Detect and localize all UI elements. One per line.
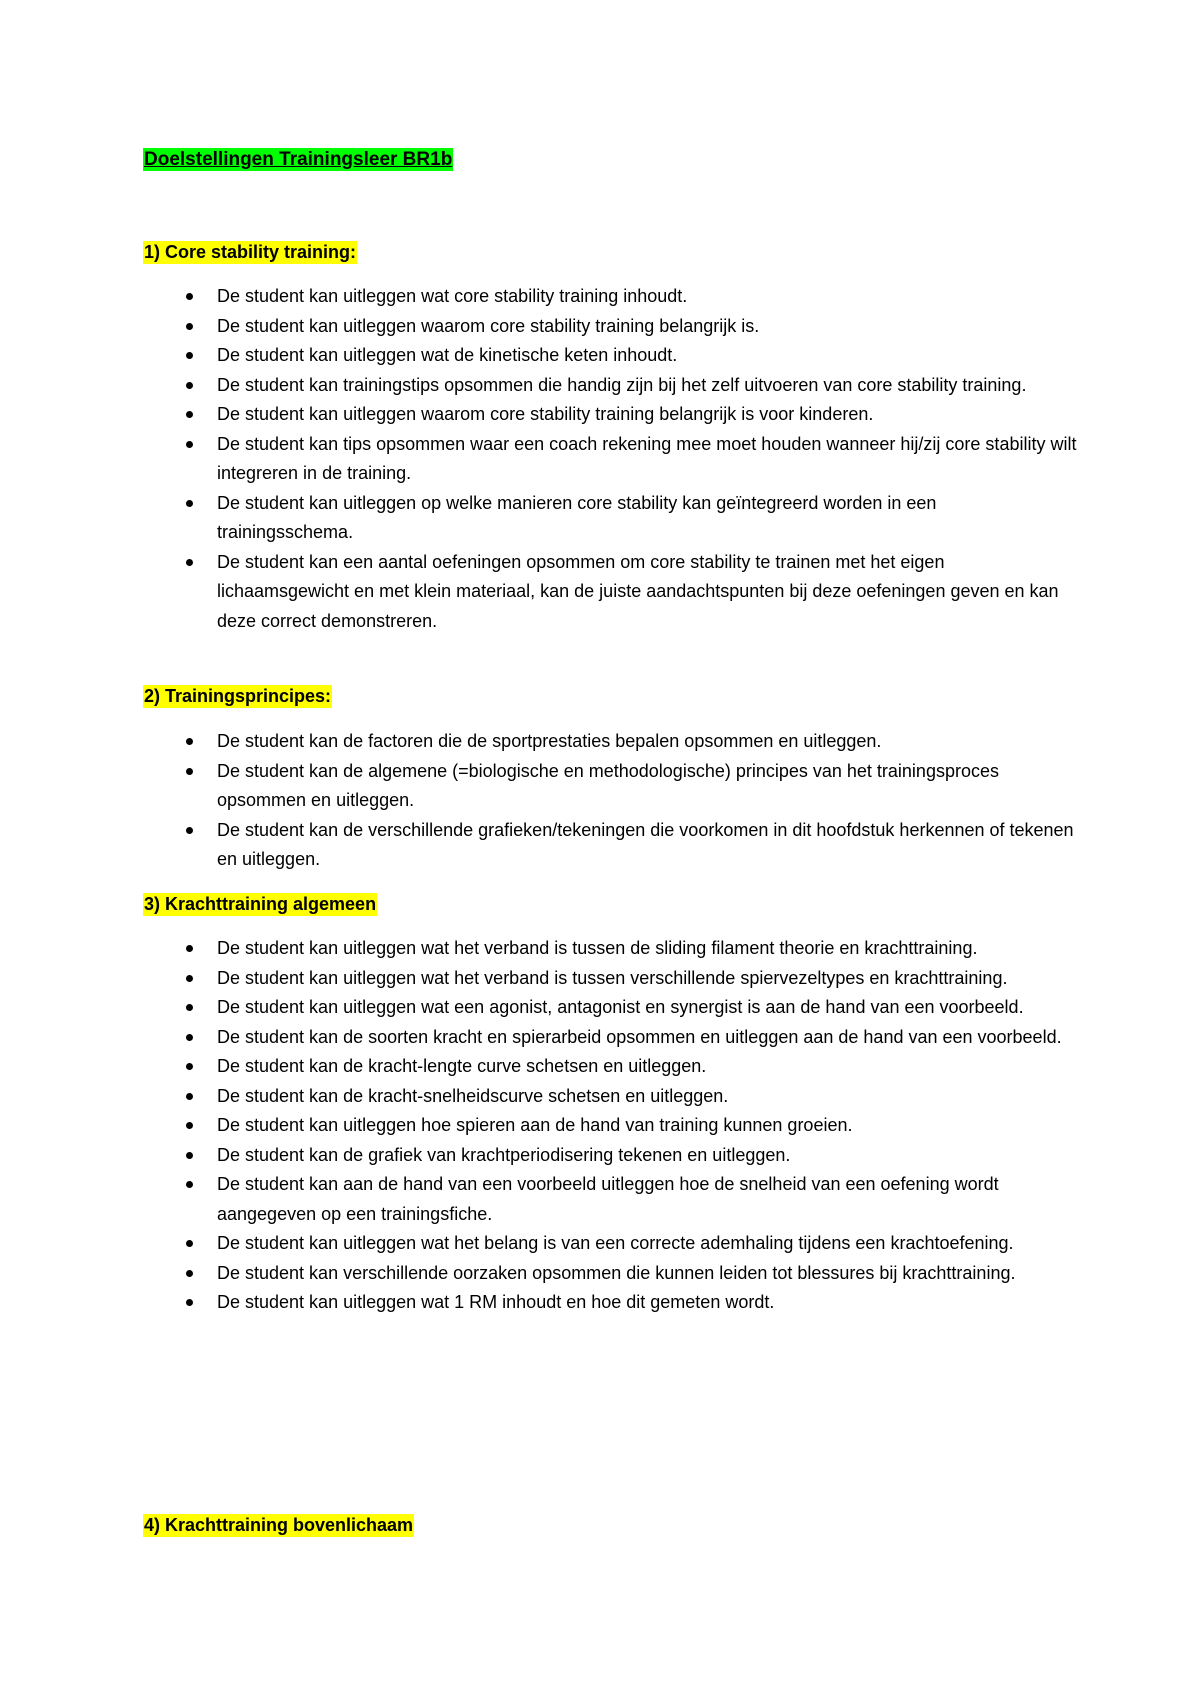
- list-item-text: De student kan uitleggen wat core stability training inhoudt.: [217, 286, 688, 306]
- list-item: [0, 1288, 1077, 1318]
- bullet-icon: [186, 1240, 193, 1247]
- list-item: [0, 1111, 1077, 1141]
- list-item: [0, 816, 1077, 875]
- list-item: [0, 993, 1077, 1023]
- list-item: [0, 1082, 1077, 1112]
- list-item-text: De student kan een aantal oefeningen opsommen om core stability te trainen met het eigen lichaamsgewicht en met klein materiaal, kan de juiste aandachtspunten bij deze oefeningen geven en kan deze correct demonstreren.: [217, 551, 1059, 631]
- list-item: [0, 548, 1077, 637]
- bullet-icon: [186, 1034, 193, 1041]
- bullet-icon: [186, 441, 193, 448]
- list-item-text: De student kan uitleggen waarom core stability training belangrijk is voor kinderen.: [217, 404, 874, 424]
- bullet-icon: [186, 1004, 193, 1011]
- list-item-text: De student kan uitleggen hoe spieren aan de hand van training kunnen groeien.: [217, 1115, 853, 1135]
- list-item: [0, 934, 1077, 964]
- list-item: [0, 371, 1077, 401]
- bullet-icon: [186, 1270, 193, 1277]
- list-item-text: De student kan trainingstips opsommen die handig zijn bij het zelf uitvoeren van core stability training.: [217, 374, 1027, 395]
- list-item-text: De student kan de verschillende grafieken/tekeningen die voorkomen in dit hoofdstuk herkennen of tekenen en uitleggen.: [217, 819, 1074, 869]
- bullet-icon: [186, 293, 193, 300]
- section-list-core-stability: [0, 282, 1077, 636]
- bullet-icon: [186, 323, 193, 330]
- bullet-icon: [186, 827, 193, 834]
- list-item: [0, 1141, 1077, 1171]
- bullet-icon: [186, 1093, 193, 1100]
- bullet-icon: [186, 768, 193, 775]
- bullet-icon: [186, 559, 193, 566]
- bullet-icon: [186, 1299, 193, 1306]
- page-title: Doelstellingen Trainingsleer BR1b: [144, 149, 453, 170]
- list-item-text: De student kan aan de hand van een voorbeeld uitleggen hoe de snelheid van een oefening wordt aangegeven op een trainingsfiche.: [217, 1174, 999, 1224]
- bullet-icon: [186, 1181, 193, 1188]
- list-item-text: De student kan de algemene (=biologische en methodologische) principes van het trainingsproces opsommen en uitleggen.: [217, 760, 999, 810]
- section-heading-trainingsprincipes: 2) Trainingsprincipes:: [144, 686, 332, 706]
- list-item: [0, 312, 1077, 342]
- list-item-text: De student kan verschillende oorzaken opsommen die kunnen leiden tot blessures bij krachttraining.: [217, 1262, 1016, 1283]
- bullet-icon: [186, 975, 193, 982]
- list-item: [0, 400, 1077, 430]
- list-item-text: De student kan uitleggen wat het verband is tussen verschillende spiervezeltypes en krachttraining.: [217, 967, 1008, 988]
- list-item-text: De student kan de kracht-lengte curve schetsen en uitleggen.: [217, 1056, 707, 1076]
- list-item: [0, 757, 1077, 816]
- bullet-icon: [186, 1063, 193, 1070]
- bullet-icon: [186, 1122, 193, 1129]
- bullet-icon: [186, 352, 193, 359]
- list-item-text: De student kan de soorten kracht en spierarbeid opsommen en uitleggen aan de hand van een voorbeeld.: [217, 1026, 1062, 1047]
- list-item-text: De student kan uitleggen wat de kinetische keten inhoudt.: [217, 345, 678, 365]
- list-item-text: De student kan uitleggen wat 1 RM inhoudt en hoe dit gemeten wordt.: [217, 1292, 775, 1312]
- list-item-text: De student kan uitleggen op welke manieren core stability kan geïntegreerd worden in een trainingsschema.: [217, 492, 937, 542]
- bullet-icon: [186, 738, 193, 745]
- bullet-icon: [186, 945, 193, 952]
- list-item: [0, 1023, 1077, 1053]
- section-heading-krachttraining-algemeen: 3) Krachttraining algemeen: [144, 894, 377, 914]
- list-item-text: De student kan de grafiek van krachtperiodisering tekenen en uitleggen.: [217, 1144, 791, 1165]
- list-item-text: De student kan de factoren die de sportprestaties bepalen opsommen en uitleggen.: [217, 731, 882, 751]
- list-item: [0, 727, 1077, 757]
- bullet-icon: [186, 382, 193, 389]
- list-item-text: De student kan uitleggen wat het belang is van een correcte ademhaling tijdens een krachtoefening.: [217, 1233, 1014, 1253]
- section-heading-krachttraining-bovenlichaam: 4) Krachttraining bovenlichaam: [144, 1515, 414, 1535]
- section-list-trainingsprincipes: [0, 727, 1077, 875]
- list-item-text: De student kan de kracht-snelheidscurve schetsen en uitleggen.: [217, 1085, 729, 1106]
- list-item-text: De student kan tips opsommen waar een coach rekening mee moet houden wanneer hij/zij core stability wilt integreren in de training.: [217, 433, 1077, 483]
- list-item: [0, 1259, 1077, 1289]
- list-item: [0, 1229, 1077, 1259]
- bullet-icon: [186, 500, 193, 507]
- bullet-icon: [186, 1152, 193, 1159]
- list-item-text: De student kan uitleggen wat het verband is tussen de sliding filament theorie en krachttraining.: [217, 938, 978, 958]
- section-list-krachttraining-algemeen: [0, 934, 1077, 1318]
- list-item: [0, 282, 1077, 312]
- section-heading-core-stability: 1) Core stability training:: [144, 242, 357, 262]
- list-item: [0, 489, 1077, 548]
- list-item: [0, 430, 1077, 489]
- list-item: [0, 964, 1077, 994]
- list-item-text: De student kan uitleggen waarom core stability training belangrijk is.: [217, 315, 760, 336]
- list-item-text: De student kan uitleggen wat een agonist, antagonist en synergist is aan de hand van een voorbeeld.: [217, 997, 1024, 1017]
- bullet-icon: [186, 411, 193, 418]
- list-item: [0, 341, 1077, 371]
- list-item: [0, 1052, 1077, 1082]
- list-item: [0, 1170, 1077, 1229]
